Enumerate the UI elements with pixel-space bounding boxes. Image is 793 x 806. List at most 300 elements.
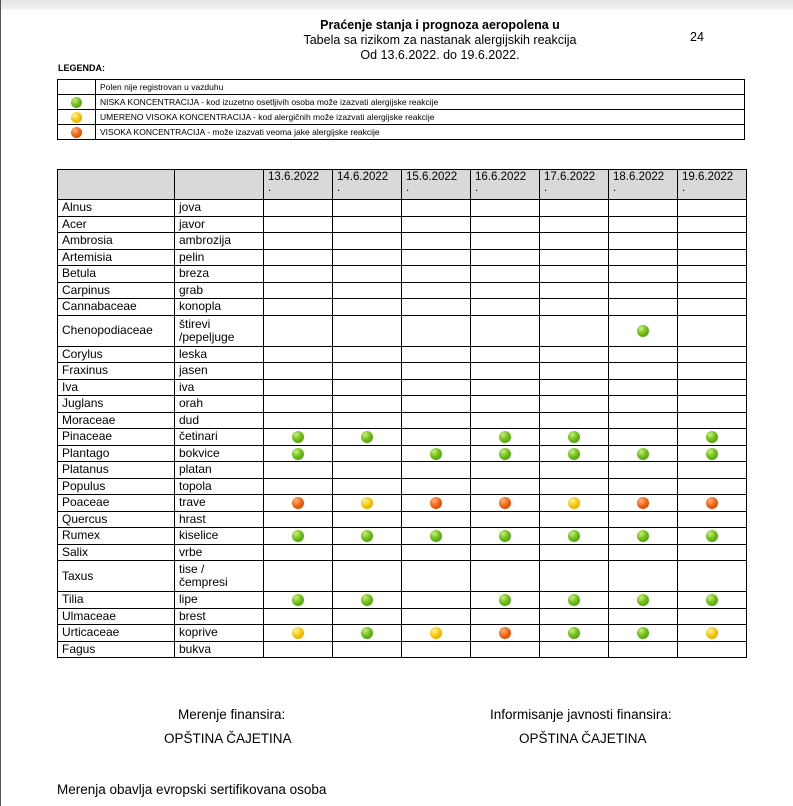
risk-cell bbox=[540, 266, 609, 283]
risk-cell bbox=[402, 200, 471, 217]
risk-cell bbox=[540, 282, 609, 299]
table-row bbox=[58, 249, 747, 266]
risk-cell bbox=[333, 445, 402, 462]
risk-cell bbox=[678, 346, 747, 363]
document-period: Od 13.6.2022. do 19.6.2022. bbox=[360, 48, 520, 62]
header-local-name bbox=[175, 170, 264, 200]
legend-row bbox=[58, 110, 745, 125]
risk-cell bbox=[609, 625, 678, 642]
high-concentration-dot-icon bbox=[499, 627, 511, 639]
table-row bbox=[58, 216, 747, 233]
risk-cell bbox=[471, 608, 540, 625]
table-row bbox=[58, 315, 747, 346]
table-row bbox=[58, 511, 747, 528]
low-concentration-dot-icon bbox=[706, 530, 718, 542]
risk-cell bbox=[471, 511, 540, 528]
risk-cell bbox=[540, 561, 609, 592]
risk-cell bbox=[609, 445, 678, 462]
latin-name-cell: Ambrosia bbox=[58, 233, 175, 250]
risk-cell bbox=[471, 429, 540, 446]
risk-cell bbox=[333, 495, 402, 512]
latin-name-cell: Platanus bbox=[58, 462, 175, 479]
low-concentration-dot-icon bbox=[568, 431, 580, 443]
low-concentration-dot-icon bbox=[292, 594, 304, 606]
risk-cell bbox=[540, 641, 609, 658]
risk-cell bbox=[471, 478, 540, 495]
risk-cell bbox=[678, 412, 747, 429]
risk-cell bbox=[471, 200, 540, 217]
risk-cell bbox=[609, 249, 678, 266]
risk-cell bbox=[264, 544, 333, 561]
table-header-row bbox=[58, 170, 747, 200]
table-row bbox=[58, 346, 747, 363]
risk-cell bbox=[264, 216, 333, 233]
low-concentration-dot-icon bbox=[430, 448, 442, 460]
high-concentration-dot-icon bbox=[637, 497, 649, 509]
risk-cell bbox=[333, 266, 402, 283]
risk-cell bbox=[333, 592, 402, 609]
risk-cell bbox=[540, 315, 609, 346]
risk-cell bbox=[540, 379, 609, 396]
risk-cell bbox=[333, 511, 402, 528]
risk-cell bbox=[402, 233, 471, 250]
table-row bbox=[58, 363, 747, 380]
local-name-cell: orah bbox=[175, 396, 264, 413]
risk-cell bbox=[264, 641, 333, 658]
risk-cell bbox=[402, 363, 471, 380]
risk-cell bbox=[264, 462, 333, 479]
risk-cell bbox=[678, 299, 747, 316]
local-name-cell: bokvice bbox=[175, 445, 264, 462]
page-left-edge bbox=[0, 0, 1, 806]
local-name-cell: javor bbox=[175, 216, 264, 233]
risk-cell bbox=[678, 249, 747, 266]
low-concentration-dot-icon bbox=[499, 530, 511, 542]
table-row bbox=[58, 608, 747, 625]
pollen-risk-table bbox=[57, 169, 747, 658]
table-row bbox=[58, 462, 747, 479]
high-concentration-dot-icon bbox=[430, 497, 442, 509]
moderate-concentration-dot-icon bbox=[430, 627, 442, 639]
risk-cell bbox=[264, 233, 333, 250]
risk-cell bbox=[471, 299, 540, 316]
latin-name-cell: Fagus bbox=[58, 641, 175, 658]
risk-cell bbox=[264, 495, 333, 512]
low-concentration-dot-icon bbox=[706, 594, 718, 606]
risk-cell bbox=[333, 363, 402, 380]
high-concentration-dot-icon bbox=[71, 127, 82, 138]
risk-cell bbox=[609, 412, 678, 429]
risk-cell bbox=[471, 592, 540, 609]
risk-cell bbox=[471, 396, 540, 413]
risk-cell bbox=[609, 592, 678, 609]
table-row bbox=[58, 412, 747, 429]
risk-cell bbox=[333, 478, 402, 495]
low-concentration-dot-icon bbox=[499, 431, 511, 443]
finance-right-label: Informisanje javnosti finansira: bbox=[490, 707, 672, 722]
risk-cell bbox=[609, 511, 678, 528]
risk-cell bbox=[402, 412, 471, 429]
risk-cell bbox=[333, 299, 402, 316]
risk-cell bbox=[609, 429, 678, 446]
table-row bbox=[58, 299, 747, 316]
legend-title: LEGENDA: bbox=[58, 63, 105, 73]
table-row bbox=[58, 641, 747, 658]
legend-text: UMERENO VISOKA KONCENTRACIJA - kod alergičnih može izazvati alergijske reakcije bbox=[96, 110, 745, 125]
risk-cell bbox=[402, 511, 471, 528]
low-concentration-dot-icon bbox=[361, 530, 373, 542]
risk-cell bbox=[609, 495, 678, 512]
risk-cell bbox=[333, 412, 402, 429]
latin-name-cell: Cannabaceae bbox=[58, 299, 175, 316]
low-concentration-dot-icon bbox=[292, 431, 304, 443]
risk-cell bbox=[264, 299, 333, 316]
local-name-cell: konopla bbox=[175, 299, 264, 316]
table-row bbox=[58, 379, 747, 396]
local-name-cell: breza bbox=[175, 266, 264, 283]
legend-text: NISKA KONCENTRACIJA - kod izuzetno osetljivih osoba može izazvati alergijske reakcije bbox=[96, 95, 745, 110]
low-concentration-dot-icon bbox=[430, 530, 442, 542]
finance-right-value: OPŠTINA ČAJETINA bbox=[519, 731, 647, 746]
local-name-cell: trave bbox=[175, 495, 264, 512]
risk-cell bbox=[678, 396, 747, 413]
risk-cell bbox=[540, 544, 609, 561]
risk-cell bbox=[264, 412, 333, 429]
risk-cell bbox=[264, 396, 333, 413]
low-concentration-dot-icon bbox=[568, 594, 580, 606]
risk-cell bbox=[471, 282, 540, 299]
local-name-cell: koprive bbox=[175, 625, 264, 642]
risk-cell bbox=[609, 363, 678, 380]
latin-name-cell: Quercus bbox=[58, 511, 175, 528]
latin-name-cell: Taxus bbox=[58, 561, 175, 592]
local-name-cell: jasen bbox=[175, 363, 264, 380]
risk-cell bbox=[471, 249, 540, 266]
low-concentration-dot-icon bbox=[637, 325, 649, 337]
risk-cell bbox=[333, 200, 402, 217]
low-concentration-dot-icon bbox=[637, 448, 649, 460]
latin-name-cell: Alnus bbox=[58, 200, 175, 217]
local-name-cell: hrast bbox=[175, 511, 264, 528]
risk-cell bbox=[609, 544, 678, 561]
risk-cell bbox=[402, 396, 471, 413]
page-number: 24 bbox=[690, 30, 704, 44]
low-concentration-dot-icon bbox=[637, 627, 649, 639]
local-name-cell: bukva bbox=[175, 641, 264, 658]
risk-cell bbox=[678, 266, 747, 283]
risk-cell bbox=[540, 592, 609, 609]
risk-cell bbox=[471, 315, 540, 346]
risk-cell bbox=[402, 495, 471, 512]
risk-cell bbox=[678, 544, 747, 561]
latin-name-cell: Salix bbox=[58, 544, 175, 561]
risk-cell bbox=[333, 625, 402, 642]
risk-cell bbox=[264, 561, 333, 592]
risk-cell bbox=[402, 445, 471, 462]
header-latin-name bbox=[58, 170, 175, 200]
latin-name-cell: Pinaceae bbox=[58, 429, 175, 446]
risk-cell bbox=[540, 478, 609, 495]
low-concentration-dot-icon bbox=[292, 530, 304, 542]
risk-cell bbox=[609, 478, 678, 495]
local-name-cell: tise / čempresi bbox=[175, 561, 264, 592]
low-concentration-dot-icon bbox=[499, 448, 511, 460]
risk-cell bbox=[678, 429, 747, 446]
table-row bbox=[58, 396, 747, 413]
table-row bbox=[58, 429, 747, 446]
risk-cell bbox=[264, 511, 333, 528]
risk-cell bbox=[471, 462, 540, 479]
risk-cell bbox=[471, 216, 540, 233]
risk-cell bbox=[402, 282, 471, 299]
risk-cell bbox=[540, 299, 609, 316]
latin-name-cell: Urticaceae bbox=[58, 625, 175, 642]
finance-left-value: OPŠTINA ČAJETINA bbox=[164, 731, 292, 746]
risk-cell bbox=[264, 200, 333, 217]
risk-cell bbox=[609, 216, 678, 233]
risk-cell bbox=[678, 216, 747, 233]
risk-cell bbox=[333, 429, 402, 446]
table-row bbox=[58, 495, 747, 512]
risk-cell bbox=[678, 592, 747, 609]
latin-name-cell: Artemisia bbox=[58, 249, 175, 266]
local-name-cell: topola bbox=[175, 478, 264, 495]
moderate-concentration-dot-icon bbox=[71, 112, 82, 123]
risk-cell bbox=[264, 528, 333, 545]
risk-cell bbox=[333, 233, 402, 250]
risk-cell bbox=[402, 528, 471, 545]
local-name-cell: brest bbox=[175, 608, 264, 625]
low-concentration-dot-icon bbox=[292, 448, 304, 460]
risk-cell bbox=[402, 299, 471, 316]
risk-cell bbox=[609, 379, 678, 396]
low-concentration-dot-icon bbox=[568, 627, 580, 639]
header-date: 17.6.2022 . bbox=[540, 170, 609, 200]
low-concentration-dot-icon bbox=[361, 627, 373, 639]
high-concentration-dot-icon bbox=[706, 497, 718, 509]
risk-cell bbox=[264, 282, 333, 299]
risk-cell bbox=[333, 346, 402, 363]
latin-name-cell: Acer bbox=[58, 216, 175, 233]
risk-cell bbox=[540, 462, 609, 479]
risk-cell bbox=[540, 528, 609, 545]
low-concentration-dot-icon bbox=[706, 448, 718, 460]
latin-name-cell: Plantago bbox=[58, 445, 175, 462]
low-concentration-dot-icon bbox=[568, 448, 580, 460]
risk-cell bbox=[678, 363, 747, 380]
risk-cell bbox=[333, 216, 402, 233]
risk-cell bbox=[678, 233, 747, 250]
risk-cell bbox=[678, 625, 747, 642]
header-date: 16.6.2022 . bbox=[471, 170, 540, 200]
header-date: 18.6.2022 . bbox=[609, 170, 678, 200]
latin-name-cell: Ulmaceae bbox=[58, 608, 175, 625]
risk-cell bbox=[609, 200, 678, 217]
latin-name-cell: Poaceae bbox=[58, 495, 175, 512]
latin-name-cell: Carpinus bbox=[58, 282, 175, 299]
risk-cell bbox=[402, 315, 471, 346]
risk-cell bbox=[471, 379, 540, 396]
risk-cell bbox=[471, 233, 540, 250]
legend-table bbox=[57, 79, 745, 140]
risk-cell bbox=[609, 528, 678, 545]
risk-cell bbox=[402, 216, 471, 233]
local-name-cell: četinari bbox=[175, 429, 264, 446]
risk-cell bbox=[333, 608, 402, 625]
risk-cell bbox=[264, 379, 333, 396]
latin-name-cell: Betula bbox=[58, 266, 175, 283]
risk-cell bbox=[678, 641, 747, 658]
risk-cell bbox=[609, 641, 678, 658]
finance-left-label: Merenje finansira: bbox=[178, 707, 286, 722]
latin-name-cell: Tilia bbox=[58, 592, 175, 609]
table-row bbox=[58, 266, 747, 283]
table-row bbox=[58, 478, 747, 495]
risk-cell bbox=[264, 315, 333, 346]
header-date: 19.6.2022 . bbox=[678, 170, 747, 200]
risk-cell bbox=[678, 315, 747, 346]
risk-cell bbox=[540, 346, 609, 363]
risk-cell bbox=[333, 249, 402, 266]
risk-cell bbox=[678, 282, 747, 299]
risk-cell bbox=[609, 608, 678, 625]
risk-cell bbox=[609, 462, 678, 479]
risk-cell bbox=[402, 641, 471, 658]
risk-cell bbox=[609, 266, 678, 283]
risk-cell bbox=[471, 346, 540, 363]
header-date: 14.6.2022 . bbox=[333, 170, 402, 200]
risk-cell bbox=[264, 625, 333, 642]
local-name-cell: pelin bbox=[175, 249, 264, 266]
risk-cell bbox=[678, 528, 747, 545]
local-name-cell: ambrozija bbox=[175, 233, 264, 250]
risk-cell bbox=[333, 282, 402, 299]
risk-cell bbox=[402, 429, 471, 446]
moderate-concentration-dot-icon bbox=[568, 497, 580, 509]
risk-cell bbox=[471, 528, 540, 545]
risk-cell bbox=[471, 641, 540, 658]
risk-cell bbox=[540, 445, 609, 462]
risk-cell bbox=[333, 315, 402, 346]
low-concentration-dot-icon bbox=[637, 530, 649, 542]
risk-cell bbox=[609, 315, 678, 346]
risk-cell bbox=[540, 608, 609, 625]
risk-cell bbox=[540, 396, 609, 413]
risk-cell bbox=[471, 495, 540, 512]
risk-cell bbox=[471, 445, 540, 462]
risk-cell bbox=[402, 544, 471, 561]
risk-cell bbox=[678, 561, 747, 592]
legend-text: Polen nije registrovan u vazduhu bbox=[96, 80, 745, 95]
low-concentration-dot-icon bbox=[706, 431, 718, 443]
local-name-cell: leska bbox=[175, 346, 264, 363]
risk-cell bbox=[678, 445, 747, 462]
low-concentration-dot-icon bbox=[361, 431, 373, 443]
latin-name-cell: Fraxinus bbox=[58, 363, 175, 380]
document-title: Praćenje stanja i prognoza aeropolena u bbox=[320, 18, 560, 32]
local-name-cell: kiselice bbox=[175, 528, 264, 545]
risk-cell bbox=[540, 511, 609, 528]
risk-cell bbox=[264, 608, 333, 625]
table-row bbox=[58, 282, 747, 299]
table-row bbox=[58, 561, 747, 592]
risk-cell bbox=[540, 363, 609, 380]
latin-name-cell: Rumex bbox=[58, 528, 175, 545]
risk-cell bbox=[402, 478, 471, 495]
local-name-cell: iva bbox=[175, 379, 264, 396]
risk-cell bbox=[264, 363, 333, 380]
local-name-cell: jova bbox=[175, 200, 264, 217]
high-concentration-dot-icon bbox=[499, 497, 511, 509]
low-concentration-dot-icon bbox=[499, 594, 511, 606]
risk-cell bbox=[333, 561, 402, 592]
risk-cell bbox=[402, 346, 471, 363]
risk-cell bbox=[678, 200, 747, 217]
certification-note: Merenja obavlja evropski sertifikovana osoba bbox=[57, 782, 327, 797]
moderate-concentration-dot-icon bbox=[361, 497, 373, 509]
risk-cell bbox=[471, 544, 540, 561]
risk-cell bbox=[540, 200, 609, 217]
low-concentration-dot-icon bbox=[568, 530, 580, 542]
moderate-concentration-dot-icon bbox=[706, 627, 718, 639]
risk-cell bbox=[609, 346, 678, 363]
risk-cell bbox=[402, 266, 471, 283]
table-row bbox=[58, 544, 747, 561]
high-concentration-dot-icon bbox=[292, 497, 304, 509]
risk-cell bbox=[540, 233, 609, 250]
risk-cell bbox=[402, 561, 471, 592]
risk-cell bbox=[402, 592, 471, 609]
legend-text: VISOKA KONCENTRACIJA - može izazvati veoma jake alergijske reakcije bbox=[96, 125, 745, 140]
local-name-cell: štirevi /pepeljuge bbox=[175, 315, 264, 346]
risk-cell bbox=[678, 379, 747, 396]
risk-cell bbox=[540, 625, 609, 642]
risk-cell bbox=[333, 379, 402, 396]
risk-cell bbox=[402, 625, 471, 642]
risk-cell bbox=[264, 429, 333, 446]
legend-row bbox=[58, 80, 745, 95]
table-row bbox=[58, 625, 747, 642]
risk-cell bbox=[402, 462, 471, 479]
legend-row bbox=[58, 95, 745, 110]
risk-cell bbox=[540, 412, 609, 429]
latin-name-cell: Juglans bbox=[58, 396, 175, 413]
legend-swatch bbox=[58, 110, 96, 125]
document-subtitle: Tabela sa rizikom za nastanak alergijskih reakcija bbox=[303, 33, 577, 47]
risk-cell bbox=[678, 478, 747, 495]
risk-cell bbox=[471, 363, 540, 380]
low-concentration-dot-icon bbox=[71, 97, 82, 108]
legend-swatch bbox=[58, 125, 96, 140]
local-name-cell: lipe bbox=[175, 592, 264, 609]
header-date: 15.6.2022 . bbox=[402, 170, 471, 200]
risk-cell bbox=[540, 216, 609, 233]
risk-cell bbox=[333, 528, 402, 545]
legend-swatch bbox=[58, 80, 96, 95]
local-name-cell: dud bbox=[175, 412, 264, 429]
risk-cell bbox=[471, 561, 540, 592]
risk-cell bbox=[678, 608, 747, 625]
legend-row bbox=[58, 125, 745, 140]
risk-cell bbox=[264, 346, 333, 363]
risk-cell bbox=[609, 233, 678, 250]
local-name-cell: vrbe bbox=[175, 544, 264, 561]
risk-cell bbox=[333, 544, 402, 561]
risk-cell bbox=[402, 379, 471, 396]
risk-cell bbox=[678, 495, 747, 512]
risk-cell bbox=[471, 266, 540, 283]
risk-cell bbox=[471, 412, 540, 429]
